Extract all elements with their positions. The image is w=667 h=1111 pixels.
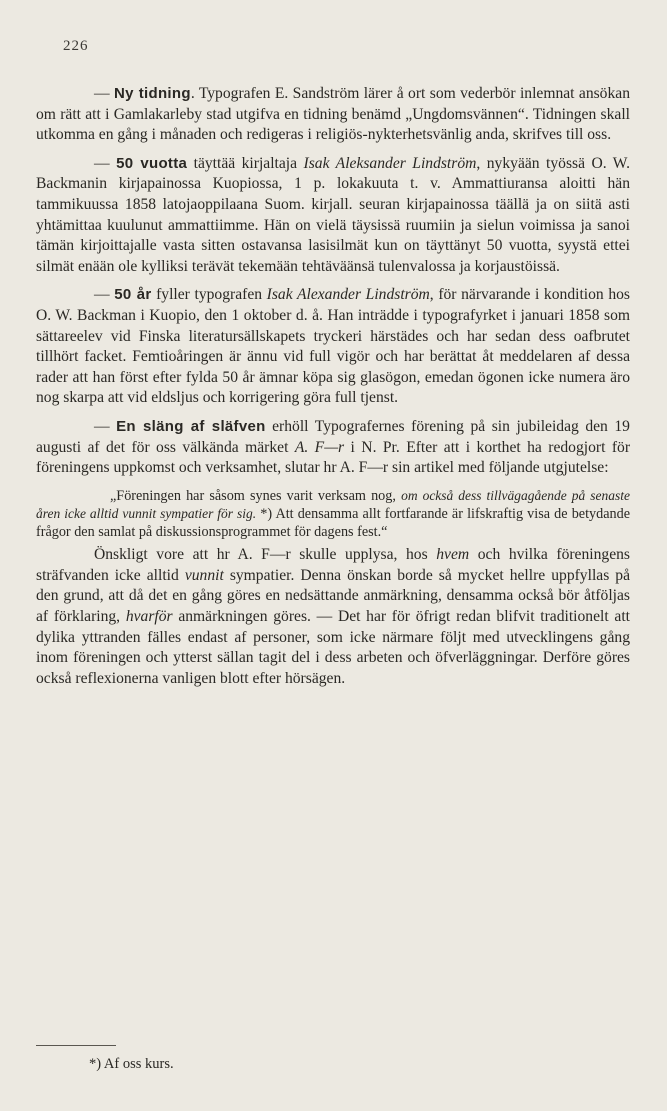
text-run: , nykyään työssä O. W. Backmanin kirjapainossa Kuopiossa, 1 p. lokakuuta t. v. Ammattiuransa aloitti hän tammikuussa 1858 latojaoppilaana Suom. kirjall. seuran kirjapainossa täällä ja on siitä asti yhtämittaa kuulunut ammattiimme. Hän on vielä täysissä ruumiin ja sielun voimissa ja sanoi tämän kirjoittajalle vasta sitten ostavansa lasisilmät kun on täyttänyt 50 vuotta, syystä ettei silmät enään ole kylliksi terävät tekemään tehtäväänsä tulenvalossa ja korjaustöissä. xyxy=(36,154,630,275)
paragraph-ny-tidning xyxy=(36,84,630,146)
text-run: , för närvarande i kondition hos O. W. Backman i Kuopio, den 1 oktober d. å. Han inträdde i typografyrket i januari 1858 som sättareelev vid Finska literatursällskapets tryckeri härstädes och har sedan dess oafbrutet tillhört facket. Femtioåringen är ännu vid full vigör och har berättat åt meddelaren af dessa rader att han först efter fylda 50 år ämnar köpa sig glasögon, emedan ögonen icke numera äro nog skarpa att vid eldsljus och korrigering göra full tjenst. xyxy=(36,286,630,407)
text-run: anmärkningen göres. — Det har för öfrigt redan blifvit traditionelt att dylika yttranden fälles endast af personer, som icke närmare följt med utvecklingens gång inom föreningen och ytterst sällan tagit del i dess arbeten och öfverläggningar. Derföre göres också reflexionerna vanligen blott efter hörsägen. xyxy=(36,607,630,687)
italic-text: Isak Aleksander Lindström xyxy=(303,154,477,172)
text-run: täyttää kirjaltaja xyxy=(187,154,304,172)
italic-text: hvarför xyxy=(125,607,173,625)
italic-text: vunnit xyxy=(184,566,224,584)
footnote-rule xyxy=(36,1045,116,1046)
italic-text: A. F—r xyxy=(294,438,345,456)
paragraph-50-vuotta xyxy=(36,154,630,278)
paragraph-closing xyxy=(36,545,630,689)
text-run: — xyxy=(94,154,117,172)
text-run: — xyxy=(94,417,117,435)
text-run: — xyxy=(94,286,115,304)
italic-text: om också dess tillvägagående på senaste åren icke alltid vunnit sympatier för sig. xyxy=(36,487,630,522)
item-heading: En släng af släfven xyxy=(116,417,266,435)
paragraph-50-ar xyxy=(36,285,630,409)
italic-text: hvem xyxy=(436,546,470,564)
footnote: *) Af oss kurs. xyxy=(89,1056,174,1072)
text-run: „Föreningen har såsom synes varit verksam nog, xyxy=(110,487,402,504)
text-run: erhöll Typografernes förening på sin jubileidag den 19 augusti af det för oss välkända märket xyxy=(36,417,630,456)
item-heading: 50 vuotta xyxy=(116,154,188,172)
page-number: 226 xyxy=(63,38,89,54)
text-run: i N. Pr. Efter att i korthet ha redogjort för föreningens uppkomst och verksamhet, slutar hr A. F—r sin artikel med följande utgjutelse: xyxy=(36,438,631,477)
paragraph-en-slang xyxy=(36,417,630,479)
item-heading: 50 år xyxy=(114,286,152,304)
text-run: fyller typografen xyxy=(151,286,267,304)
item-heading: Ny tidning xyxy=(113,85,191,102)
italic-text: Isak Alexander Lindström xyxy=(266,286,430,304)
text-run: . Typografen E. Sandström lärer å ort som vederbör inlemnat ansökan om rätt att i Gamlakarleby stad utgifva en tidning benämd „Ungdomsvännen“. Tidningen skall utkomma en gång i månaden och redigeras i religiös-nykterhetsvänlig anda, skrifves till oss. xyxy=(36,85,630,144)
text-run: och hvilka föreningens sträfvanden icke alltid xyxy=(36,546,630,584)
text-run: *) Att densamma allt fortfarande är lifskraftig visa de betydande frågor den samlat på diskussionsprogrammet för dagens fest.“ xyxy=(36,506,631,540)
text-run: — xyxy=(94,85,114,102)
text-run: Önskligt vore att hr A. F—r skulle upplysa, hos xyxy=(94,546,437,564)
text-run: sympatier. Denna önskan borde så mycket hellre uppfyllas på den grund, att då det en gång göres en nedsättande anmärkning, densamma också bör åtföljas af förklaring, xyxy=(36,566,630,625)
quoted-passage xyxy=(36,487,630,542)
article-body xyxy=(36,84,630,689)
